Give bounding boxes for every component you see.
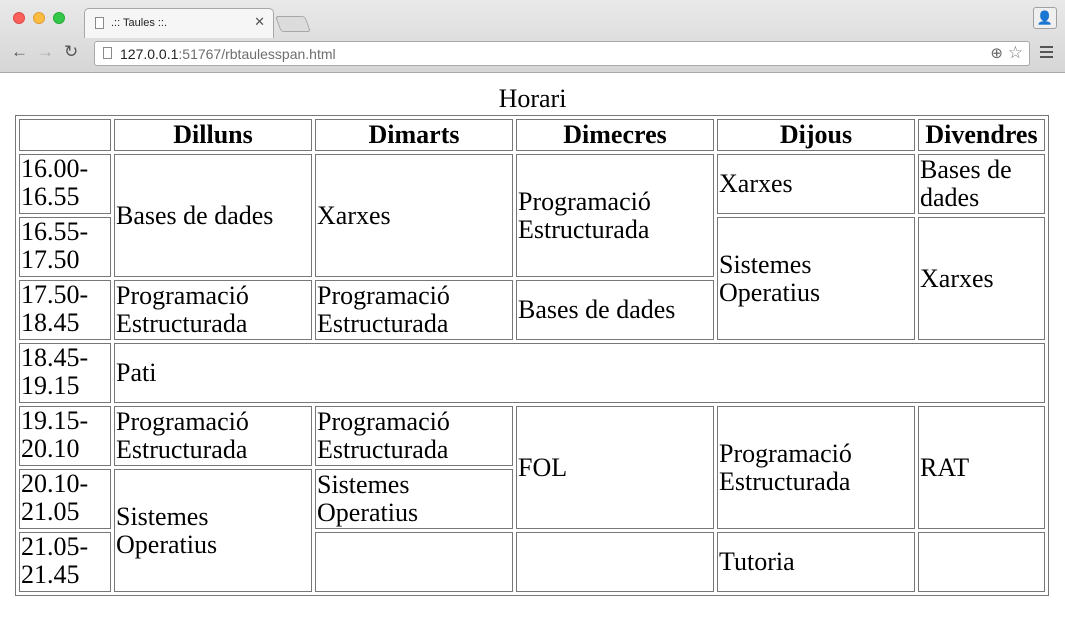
corner-cell [19, 119, 111, 151]
schedule-cell: Programació Estructurada [114, 406, 312, 466]
break-cell: Pati [114, 343, 1045, 403]
time-cell: 19.15- 20.10 [19, 406, 111, 466]
time-cell: 21.05- 21.45 [19, 532, 111, 592]
time-cell: 18.45- 19.15 [19, 343, 111, 403]
empty-cell [315, 532, 513, 592]
table-caption: Horari [498, 84, 567, 113]
day-header-divendres: Divendres [918, 119, 1045, 151]
url-text[interactable] [120, 46, 336, 62]
day-header-dilluns: Dilluns [114, 119, 312, 151]
time-cell: 16.00- 16.55 [19, 154, 111, 214]
schedule-cell: Programació Estructurada [315, 280, 513, 340]
schedule-cell: Xarxes [918, 217, 1045, 340]
page-icon [95, 17, 104, 29]
time-cell: 16.55- 17.50 [19, 217, 111, 277]
url-path: :51767/rbtaulesspan.html [178, 46, 336, 62]
schedule-cell: Xarxes [717, 154, 915, 214]
window-maximize-button[interactable] [53, 12, 65, 24]
schedule-table [15, 115, 1049, 596]
url-host: 127.0.0.1 [120, 46, 179, 62]
new-tab-button[interactable] [275, 16, 311, 32]
page-icon [103, 47, 112, 59]
back-arrow-icon[interactable]: ← [11, 42, 28, 61]
schedule-cell: Sistemes Operatius [315, 469, 513, 529]
forward-arrow-icon[interactable]: → [37, 42, 54, 61]
browser-chrome [0, 0, 1065, 73]
profile-icon[interactable]: 👤 [1033, 7, 1057, 29]
schedule-cell: Xarxes [315, 154, 513, 277]
schedule-cell: RAT [918, 406, 1045, 529]
header-row [19, 119, 1045, 151]
page-content [0, 73, 1065, 617]
address-bar[interactable] [94, 41, 1030, 66]
browser-tab[interactable] [84, 8, 274, 38]
table-row [19, 154, 1045, 214]
schedule-cell: Sistemes Operatius [114, 469, 312, 592]
time-cell: 17.50- 18.45 [19, 280, 111, 340]
schedule-cell: Sistemes Operatius [717, 217, 915, 340]
close-icon[interactable]: ✕ [254, 14, 265, 29]
schedule-cell: Programació Estructurada [516, 154, 714, 277]
zoom-icon[interactable]: ⊕ [990, 45, 1003, 62]
tab-title: .:: Taules ::. [111, 17, 168, 29]
schedule-cell: Programació Estructurada [114, 280, 312, 340]
window-close-button[interactable] [13, 12, 25, 24]
day-header-dimarts: Dimarts [315, 119, 513, 151]
table-row [19, 406, 1045, 466]
empty-cell [918, 532, 1045, 592]
empty-cell [516, 532, 714, 592]
reload-icon[interactable]: ↻ [64, 42, 79, 61]
schedule-cell: FOL [516, 406, 714, 529]
schedule-cell: Programació Estructurada [315, 406, 513, 466]
schedule-cell: Bases de dades [114, 154, 312, 277]
time-cell: 20.10- 21.05 [19, 469, 111, 529]
window-minimize-button[interactable] [33, 12, 45, 24]
schedule-cell: Tutoria [717, 532, 915, 592]
table-row [19, 343, 1045, 403]
schedule-cell: Programació Estructurada [717, 406, 915, 529]
bookmark-star-icon[interactable]: ☆ [1007, 43, 1023, 62]
schedule-cell: Bases de dades [918, 154, 1045, 214]
schedule-cell: Bases de dades [516, 280, 714, 340]
day-header-dimecres: Dimecres [516, 119, 714, 151]
hamburger-menu-icon[interactable] [1040, 46, 1053, 58]
day-header-dijous: Dijous [717, 119, 915, 151]
